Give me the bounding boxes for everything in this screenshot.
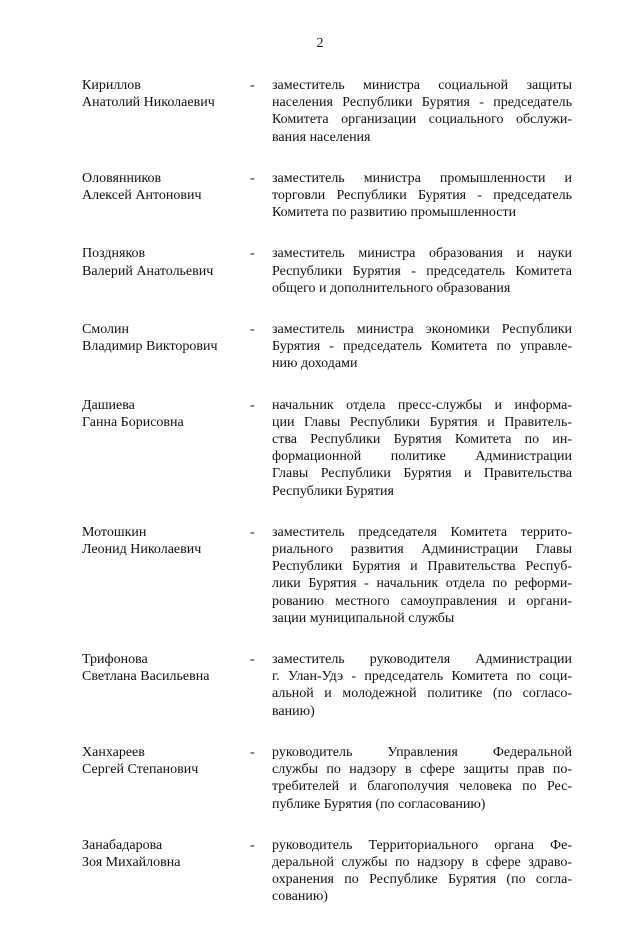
member-given-name: Ганна Борисовна [82, 414, 184, 430]
position-line: требителей и благополучия человека по Рес- [272, 779, 572, 795]
list-item [82, 524, 572, 627]
member-surname: Кириллов [82, 78, 141, 93]
position-line: заместитель министра экономики Республики [272, 322, 572, 338]
member-surname: Поздняков [82, 246, 146, 262]
member-position [272, 321, 572, 373]
position-line: Главы Республики Бурятия и Правительства [272, 466, 572, 482]
position-line: ства Республики Бурятия Комитета по ин- [272, 432, 572, 448]
position-line: торговли Республики Бурятия - председатель [272, 188, 572, 204]
member-given-name: Владимир Викторович [82, 339, 218, 355]
member-surname: Смолин [82, 322, 129, 338]
member-given-name: Валерий Анатольевич [82, 263, 214, 279]
separator-dash: - [250, 246, 255, 262]
member-position [272, 245, 572, 297]
member-name [82, 77, 250, 146]
member-surname: Занабадарова [82, 837, 163, 853]
member-position [272, 77, 572, 146]
member-position [272, 397, 572, 500]
member-name [82, 397, 250, 500]
member-surname: Трифонова [82, 652, 148, 668]
separator-dash: - [250, 837, 255, 853]
member-surname: Ханхареев [82, 744, 145, 760]
member-name [82, 651, 250, 720]
member-surname: Мотошкин [82, 524, 147, 540]
member-position [272, 837, 572, 906]
position-line: альной и молодежной политике (по согласо- [272, 686, 572, 702]
position-line: заместитель руководителя Администрации [272, 652, 572, 668]
position-line: зации муниципальной службы [272, 610, 455, 626]
position-line: руководитель Территориального органа Фе- [272, 837, 572, 853]
member-position [272, 524, 572, 627]
position-line: заместитель министра образования и науки [272, 246, 572, 262]
member-name [82, 524, 250, 627]
position-line: охранения по Республике Бурятия (по согла- [272, 872, 572, 888]
position-line: Комитета по развитию промышленности [272, 205, 517, 221]
list-item [82, 321, 572, 373]
position-line: заместитель министра промышленности и [272, 170, 572, 186]
separator-dash: - [250, 652, 255, 668]
member-given-name: Зоя Михайловна [82, 854, 181, 870]
member-given-name: Леонид Николаевич [82, 542, 202, 558]
list-item [82, 651, 572, 720]
list-item [82, 245, 572, 297]
position-line: службы по надзору в сфере защиты прав по- [272, 762, 572, 778]
position-line: начальник отдела пресс-службы и информа- [272, 397, 572, 413]
position-line: рованию местного самоуправления и органи- [272, 593, 572, 609]
separator-dash: - [250, 78, 255, 93]
position-line: риального развития Администрации Главы [272, 542, 572, 558]
position-line: ции Главы Республики Бурятия и Правитель- [272, 414, 572, 430]
position-line: заместитель министра социальной защиты [272, 78, 572, 93]
position-line: населения Республики Бурятия - председатель [272, 95, 572, 111]
position-line: формационной политике Администрации [272, 449, 572, 465]
member-position [272, 744, 572, 813]
separator-dash: - [250, 170, 255, 186]
member-name [82, 744, 250, 813]
member-position [272, 651, 572, 720]
position-line: лики Бурятия - начальник отдела по реформи- [272, 576, 572, 592]
position-line: Республики Бурятия - председатель Комитета [272, 263, 572, 279]
position-line: Республики Бурятия и Правительства Респуб- [272, 559, 572, 575]
member-position [272, 170, 572, 222]
member-name [82, 321, 250, 373]
member-given-name: Алексей Антонович [82, 188, 202, 204]
member-name [82, 837, 250, 906]
position-line: общего и дополнительного образования [272, 280, 511, 296]
separator-dash: - [250, 322, 255, 338]
position-line: вания населения [272, 129, 371, 145]
position-line: Комитета организации социального обслужи- [272, 112, 572, 128]
position-line: руководитель Управления Федеральной [272, 744, 572, 760]
member-name [82, 170, 250, 222]
position-line: ванию) [272, 703, 315, 719]
page-number: 2 [316, 36, 324, 51]
position-line: публике Бурятия (по согласованию) [272, 796, 486, 812]
position-line: заместитель председателя Комитета террито- [272, 524, 572, 540]
member-given-name: Светлана Васильевна [82, 669, 210, 685]
position-line: г. Улан-Удэ - председатель Комитета по соци- [272, 669, 572, 685]
member-name [82, 245, 250, 297]
list-item [82, 837, 572, 906]
member-given-name: Анатолий Николаевич [82, 95, 215, 111]
position-line: нию доходами [272, 356, 358, 372]
list-item [82, 744, 572, 813]
member-surname: Дашиева [82, 397, 135, 413]
position-line: Республики Бурятия [272, 483, 394, 499]
list-item [82, 77, 572, 146]
separator-dash: - [250, 744, 255, 760]
list-item [82, 170, 572, 222]
list-item [82, 397, 572, 500]
position-line: деральной службы по надзору в сфере здраво- [272, 854, 572, 870]
separator-dash: - [250, 397, 255, 413]
position-line: сованию) [272, 889, 328, 905]
member-given-name: Сергей Степанович [82, 762, 199, 778]
member-surname: Оловянников [82, 170, 162, 186]
position-line: Бурятия - председатель Комитета по управле- [272, 339, 572, 355]
separator-dash: - [250, 524, 255, 540]
member-list [82, 77, 572, 930]
